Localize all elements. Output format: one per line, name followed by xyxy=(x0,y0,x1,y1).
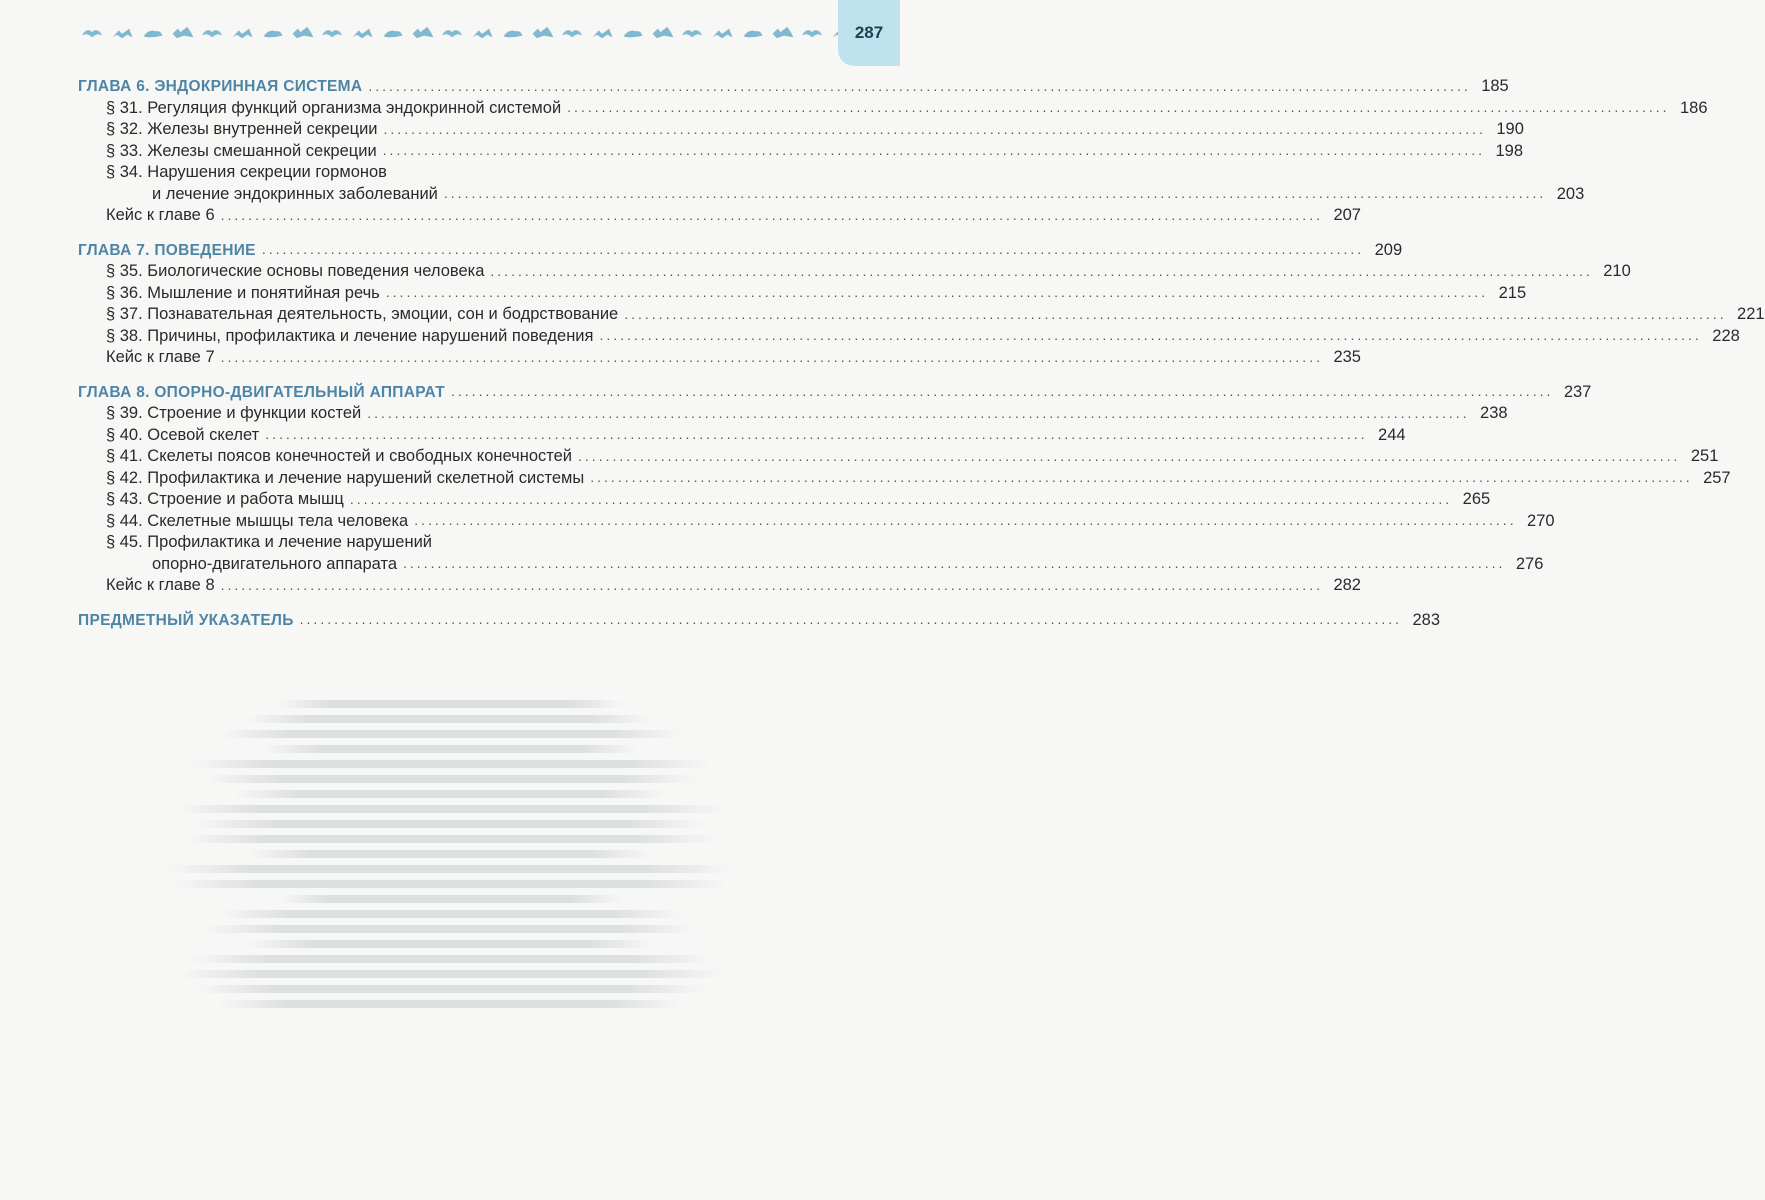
toc-page-number: 270 xyxy=(1527,511,1555,530)
toc-page-number: 237 xyxy=(1563,382,1592,401)
toc-paragraph-entry xyxy=(78,468,1731,490)
toc-page-number: 215 xyxy=(1498,283,1527,302)
dot-leader: ................................................................................................................................................................ xyxy=(403,555,1506,571)
toc-page-number: 186 xyxy=(1679,98,1708,117)
toc-paragraph-entry xyxy=(78,326,1740,348)
toc-entry-title: Кейс к главе 6 xyxy=(106,206,215,224)
bleed-through-line xyxy=(262,745,639,753)
bleed-through-line xyxy=(233,790,668,798)
animal-silhouette-icon xyxy=(230,22,256,44)
bleed-through-line xyxy=(276,895,624,903)
toc-paragraph-entry xyxy=(78,283,1527,305)
toc-paragraph-entry xyxy=(78,261,1631,283)
animal-silhouette-icon xyxy=(350,22,376,44)
toc-entry-title: § 33. Железы смешанной секреции xyxy=(106,141,377,160)
toc-paragraph-entry xyxy=(78,141,1524,163)
toc-chapter-section xyxy=(78,238,1765,369)
toc-page-number: 283 xyxy=(1412,610,1440,629)
animal-silhouette-icon xyxy=(260,22,286,44)
toc-entry-continuation xyxy=(106,184,1585,206)
toc-entry-title: и лечение эндокринных заболеваний xyxy=(152,184,438,203)
toc-chapter-heading xyxy=(78,608,1440,632)
bleed-through-imprint xyxy=(160,700,740,1015)
dot-leader: ................................................................................................................................................................ xyxy=(443,185,1547,201)
toc-chapter-section xyxy=(78,380,1731,597)
toc-entry-title: § 37. Познавательная деятельность, эмоции, сон и бодрствование xyxy=(106,305,619,323)
animal-silhouette-icon xyxy=(560,22,586,44)
bleed-through-line xyxy=(218,730,682,738)
toc-page-number: 282 xyxy=(1333,576,1361,594)
animal-silhouette-icon xyxy=(620,22,646,44)
toc-entry-title: § 31. Регуляция функций организма эндокринной системой xyxy=(106,98,562,117)
dot-leader: ................................................................................................................................................................ xyxy=(220,348,1323,365)
toc-paragraph-entry xyxy=(78,98,1708,120)
toc-entry-title: § 32. Железы внутренней секреции xyxy=(106,120,378,138)
animal-silhouette-icon xyxy=(800,22,826,44)
toc-entry-title: § 42. Профилактика и лечение нарушений скелетной системы xyxy=(106,468,585,487)
toc-entry-title: опорно-двигательного аппарата xyxy=(152,554,398,573)
toc-entry-title: § 38. Причины, профилактика и лечение нарушений поведения xyxy=(106,326,594,345)
toc-case-entry xyxy=(78,575,1361,597)
dot-leader: ................................................................................................................................................................ xyxy=(265,426,1368,442)
bleed-through-line xyxy=(218,1000,682,1008)
animal-silhouette-icon xyxy=(80,22,106,44)
toc-page-number: 185 xyxy=(1481,77,1509,95)
animal-silhouette-icon xyxy=(200,22,226,44)
animal-silhouettes-band xyxy=(80,20,810,46)
animal-silhouette-icon xyxy=(410,22,436,44)
dot-leader: ................................................................................................................................................................ xyxy=(385,284,1489,300)
toc-page-number: 265 xyxy=(1462,490,1491,508)
dot-leader: ................................................................................................................................................................ xyxy=(624,305,1727,322)
bleed-through-line xyxy=(183,835,717,843)
animal-silhouette-icon xyxy=(500,22,526,44)
toc-page-number: 244 xyxy=(1378,425,1406,444)
toc-case-entry xyxy=(78,347,1361,369)
toc-entry-title: ГЛАВА 8. ОПОРНО-ДВИГАТЕЛЬНЫЙ АППАРАТ xyxy=(78,383,446,401)
dot-leader: ................................................................................................................................................................ xyxy=(261,241,1365,257)
animal-silhouette-icon xyxy=(770,22,796,44)
dot-leader: ................................................................................................................................................................ xyxy=(220,576,1323,593)
dot-leader: ................................................................................................................................................................ xyxy=(567,99,1670,115)
toc-paragraph-entry xyxy=(78,511,1555,533)
page-number: 287 xyxy=(838,0,900,66)
bleed-through-line xyxy=(218,910,682,918)
toc-chapter-section xyxy=(78,608,1440,632)
toc-case-entry xyxy=(78,205,1361,227)
toc-page-number: 207 xyxy=(1333,206,1361,224)
toc-page-number: 228 xyxy=(1712,326,1740,345)
animal-silhouette-icon xyxy=(290,22,316,44)
animal-silhouette-icon xyxy=(320,22,346,44)
toc-chapter-heading xyxy=(78,74,1509,98)
toc-entry-multiline xyxy=(78,532,1544,575)
toc-page-number: 198 xyxy=(1495,141,1524,160)
dot-leader: ................................................................................................................................................................ xyxy=(451,383,1554,399)
bleed-through-line xyxy=(172,880,729,888)
animal-silhouette-icon xyxy=(650,22,676,44)
toc-entry-title: § 41. Скелеты поясов конечностей и свободных конечностей xyxy=(106,447,573,465)
toc-page-number: 235 xyxy=(1333,348,1361,366)
toc-paragraph-entry xyxy=(78,446,1719,468)
toc-page-number: 257 xyxy=(1703,468,1731,487)
animal-silhouette-icon xyxy=(380,22,406,44)
toc-entry-multiline xyxy=(78,162,1585,205)
animal-silhouette-icon xyxy=(440,22,466,44)
table-of-contents xyxy=(78,74,1765,642)
bleed-through-line xyxy=(247,940,653,948)
bleed-through-line xyxy=(189,760,711,768)
dot-leader: ................................................................................................................................................................ xyxy=(367,404,1470,421)
bleed-through-line xyxy=(276,700,624,708)
dot-leader: ................................................................................................................................................................ xyxy=(599,327,1702,343)
toc-entry-title: ГЛАВА 7. ПОВЕДЕНИЕ xyxy=(78,241,256,259)
dot-leader: ................................................................................................................................................................ xyxy=(590,469,1693,485)
bleed-through-line xyxy=(247,850,653,858)
dot-leader: ................................................................................................................................................................ xyxy=(349,490,1453,507)
toc-page-number: 238 xyxy=(1480,404,1508,422)
toc-entry-title: § 39. Строение и функции костей xyxy=(106,404,362,422)
dot-leader: ................................................................................................................................................................ xyxy=(220,206,1323,223)
toc-paragraph-entry xyxy=(78,489,1491,511)
dot-leader: ................................................................................................................................................................ xyxy=(414,512,1517,528)
dot-leader: ................................................................................................................................................................ xyxy=(368,77,1471,94)
bleed-through-line xyxy=(166,865,734,873)
animal-silhouette-icon xyxy=(590,22,616,44)
bleed-through-line xyxy=(204,925,697,933)
toc-chapter-heading xyxy=(78,238,1403,262)
toc-entry-title: Кейс к главе 8 xyxy=(106,576,215,594)
toc-paragraph-entry xyxy=(78,304,1765,326)
toc-chapter-section xyxy=(78,74,1708,227)
toc-entry-title: § 40. Осевой скелет xyxy=(106,425,260,444)
toc-paragraph-entry xyxy=(78,425,1406,447)
bleed-through-line xyxy=(189,955,711,963)
animal-silhouette-icon xyxy=(170,22,196,44)
animal-silhouette-icon xyxy=(740,22,766,44)
animal-silhouette-icon xyxy=(110,22,136,44)
bleed-through-line xyxy=(177,970,722,978)
toc-entry-title: § 43. Строение и работа мышц xyxy=(106,490,344,508)
bleed-through-line xyxy=(247,715,653,723)
toc-entry-title-line1: § 45. Профилактика и лечение нарушений xyxy=(106,533,433,551)
toc-entry-continuation xyxy=(106,554,1544,576)
animal-silhouette-icon xyxy=(680,22,706,44)
dot-leader: ................................................................................................................................................................ xyxy=(382,142,1486,158)
toc-entry-title: § 44. Скелетные мышцы тела человека xyxy=(106,511,409,530)
animal-silhouette-icon xyxy=(140,22,166,44)
toc-entry-title-line1: § 34. Нарушения секреции гормонов xyxy=(106,163,387,181)
toc-page-number: 221 xyxy=(1737,305,1765,323)
toc-paragraph-entry xyxy=(78,403,1508,425)
toc-paragraph-entry xyxy=(78,119,1524,141)
toc-entry-title: ГЛАВА 6. ЭНДОКРИННАЯ СИСТЕМА xyxy=(78,78,363,95)
toc-page-number: 203 xyxy=(1556,184,1585,203)
toc-page-number: 190 xyxy=(1496,120,1524,138)
bleed-through-line xyxy=(175,805,726,813)
toc-page-number: 209 xyxy=(1374,240,1403,259)
toc-page-number: 210 xyxy=(1603,262,1631,280)
dot-leader: ................................................................................................................................................................ xyxy=(299,611,1402,627)
animal-silhouette-icon xyxy=(470,22,496,44)
toc-entry-title: ПРЕДМЕТНЫЙ УКАЗАТЕЛЬ xyxy=(78,611,294,629)
toc-page-number: 276 xyxy=(1515,554,1544,573)
bleed-through-line xyxy=(204,775,697,783)
toc-entry-title: § 35. Биологические основы поведения человека xyxy=(106,262,485,280)
animal-silhouette-icon xyxy=(530,22,556,44)
toc-chapter-heading xyxy=(78,380,1592,404)
animal-silhouette-icon xyxy=(710,22,736,44)
dot-leader: ................................................................................................................................................................ xyxy=(383,120,1486,137)
dot-leader: ................................................................................................................................................................ xyxy=(490,262,1593,279)
bleed-through-line xyxy=(195,820,705,828)
toc-page-number: 251 xyxy=(1690,447,1719,465)
toc-entry-title: Кейс к главе 7 xyxy=(106,348,215,366)
bleed-through-line xyxy=(195,985,705,993)
toc-entry-title: § 36. Мышление и понятийная речь xyxy=(106,283,380,302)
dot-leader: ................................................................................................................................................................ xyxy=(578,447,1681,464)
